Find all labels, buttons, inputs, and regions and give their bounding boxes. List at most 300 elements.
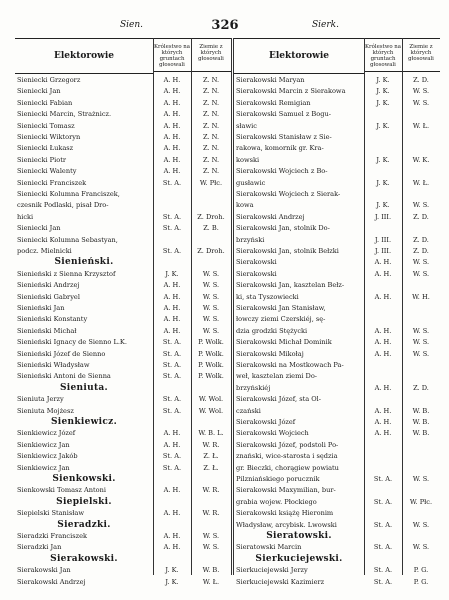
krolestwo-code: A. H.: [163, 292, 181, 301]
elector-name: Sierakowski Stanisław z Sie-: [236, 133, 332, 141]
elector-name: Sierakowski Wojciech z Bo-: [236, 167, 328, 176]
ziemia-code: P. Wolk.: [198, 361, 224, 369]
elector-row: [234, 211, 440, 223]
elector-row: [234, 85, 440, 97]
elector-row: [15, 359, 231, 371]
ziemia-code: Z. D.: [413, 235, 429, 244]
elector-name: Sierkuciejewski Jerzy: [236, 566, 308, 575]
krolestwo-code: A. H.: [163, 133, 181, 141]
page-number: 326: [211, 18, 239, 33]
krolestwo-code: St. A.: [162, 395, 182, 404]
elector-row: [15, 370, 231, 382]
elector-name: podcz. Mielnicki: [17, 247, 72, 255]
krolestwo-code: A. H.: [163, 429, 181, 438]
krolestwo-code: A. H.: [374, 349, 392, 358]
ziemia-code: W. S.: [412, 87, 430, 96]
krolestwo-code: J. III.: [374, 212, 392, 221]
elector-row: [234, 370, 440, 382]
column-header-label: Ziemie z których głosowali: [198, 44, 224, 62]
elector-name: łowczy ziemi Czerskiéj, sę-: [236, 315, 326, 324]
elector-name: Sierakowski: [236, 269, 277, 278]
elector-name: Sierakowski Andrzej: [17, 577, 86, 586]
ziemia-code: Z. D.: [413, 247, 429, 255]
elector-name: Sierakowski Samuel z Bogu-: [236, 110, 331, 119]
elector-row: [234, 507, 440, 519]
krolestwo-code: A. H.: [374, 269, 392, 278]
ziemia-code: P. Wolk.: [198, 338, 224, 347]
elector-row: [15, 405, 231, 417]
ziemia-code: W. B.: [412, 406, 430, 415]
elector-name: Sieniuta Jerzy: [17, 395, 64, 404]
elector-row: [234, 165, 440, 177]
ziemia-code: W. S.: [202, 315, 220, 324]
elector-row: [234, 382, 440, 394]
elector-name: Sieniecki Marcin, Strażnicz.: [17, 110, 112, 119]
krolestwo-code: A. H.: [163, 167, 181, 176]
elector-row: [15, 484, 231, 496]
ziemia-code: W. S.: [202, 543, 220, 552]
elector-name: Sieniecki Jan: [17, 87, 61, 96]
krolestwo-code: St. A.: [373, 520, 393, 529]
elector-row: [234, 473, 440, 485]
krolestwo-code: J. K.: [376, 155, 390, 164]
elector-name: Sieniecki Kolumna Sebastyan,: [17, 235, 118, 244]
elector-name: dzia grodzki Stężycki: [236, 326, 308, 335]
elector-name: Sierakowski książę Hieronim: [236, 509, 334, 518]
elector-row: [234, 576, 440, 588]
ziemia-code: W. S.: [412, 349, 430, 358]
elector-name: Sieniecki Walenty: [17, 167, 77, 176]
elector-name: Sierakowski Maryan: [236, 76, 305, 84]
elector-row: [15, 507, 231, 519]
elector-row: [15, 541, 231, 553]
elector-row: [234, 348, 440, 360]
ziemia-code: W. Wol.: [198, 406, 224, 415]
krolestwo-code: J. K.: [376, 76, 390, 84]
krolestwo-code: A. H.: [163, 509, 181, 518]
running-header: [0, 18, 449, 34]
krolestwo-code: A. H.: [163, 87, 181, 96]
ziemia-code: W. S.: [412, 98, 430, 107]
ziemia-code: Z. N.: [202, 110, 220, 119]
elector-name: Sieniecki Franciszek: [17, 178, 87, 187]
ziemia-code: W. Ł.: [412, 121, 430, 130]
ziemia-code: W. S.: [412, 269, 430, 278]
family-heading-row: [234, 553, 440, 565]
column-header-powiat-right: [364, 38, 402, 72]
family-heading: Siepielski.: [56, 496, 112, 507]
column-header-label: Elektorowie: [53, 51, 115, 61]
elector-name: Sieniecki Jan: [17, 224, 61, 233]
column-header-ziemia-right: [402, 38, 440, 72]
elector-name: Sieniecki Kolumna Franciszek,: [17, 190, 120, 198]
krolestwo-code: St. A.: [373, 497, 393, 506]
elector-name: kowski: [236, 155, 260, 164]
family-heading: Sienkowski.: [52, 474, 116, 484]
elector-name: Sierakowski Michał Dominik: [236, 338, 332, 347]
ziemia-code: Z. D.: [413, 383, 429, 392]
elector-name: Sierakowski Józef: [236, 418, 296, 426]
ziemia-code: W. B. L.: [198, 429, 224, 438]
elector-row: [234, 564, 440, 576]
elector-row: [15, 142, 231, 154]
ziemia-code: Z. N.: [202, 155, 220, 164]
ziemia-code: Z. N.: [202, 167, 220, 176]
krolestwo-code: St. A.: [373, 566, 393, 575]
krolestwo-code: St. A.: [162, 452, 182, 461]
ziemia-code: W. S.: [202, 326, 220, 335]
ziemia-code: Z. N.: [202, 98, 220, 107]
ziemia-code: P. Wolk.: [198, 349, 224, 358]
elector-name: Sieniecki Łukasz: [17, 144, 74, 153]
elector-name: kowa: [236, 201, 254, 210]
elector-row: [15, 348, 231, 360]
elector-row: [15, 450, 231, 462]
elector-row: [234, 120, 440, 132]
elector-row: [234, 336, 440, 348]
elector-row: [234, 359, 440, 371]
elector-row: [15, 530, 231, 542]
register-table: [15, 38, 440, 586]
krolestwo-code: St. A.: [373, 577, 393, 586]
krolestwo-code: J. K.: [376, 98, 390, 107]
ziemia-code: W. S.: [412, 338, 430, 347]
krolestwo-code: A. H.: [163, 543, 181, 552]
elector-name: Sienieński Jan: [17, 304, 65, 312]
family-heading: Sienkiewicz.: [50, 417, 118, 427]
elector-row: [234, 268, 440, 280]
elector-name: Sierakowski Jan, stolnik Do-: [236, 224, 330, 233]
elector-row: [234, 188, 440, 200]
elector-row: [15, 291, 231, 303]
elector-name: Sierakowski Jan: [17, 566, 71, 575]
elector-name: Siepielski Stanisław: [17, 509, 85, 518]
ziemia-code: Z. D.: [413, 76, 429, 84]
elector-row: [15, 97, 231, 109]
krolestwo-code: A. H.: [163, 281, 181, 290]
krolestwo-code: A. H.: [163, 532, 181, 540]
krolestwo-code: A. H.: [163, 144, 181, 153]
krolestwo-code: St. A.: [162, 178, 182, 187]
elector-row: [234, 97, 440, 109]
elector-name: Sieniecki Grzegorz: [17, 76, 81, 84]
elector-row: [234, 234, 440, 246]
ziemia-code: W. S.: [412, 520, 430, 529]
ziemia-code: W. B.: [412, 418, 430, 426]
ziemia-code: W. R.: [202, 440, 220, 449]
elector-name: grabia wojew. Płockiego: [236, 497, 317, 506]
elector-row: [15, 199, 231, 211]
elector-name: Sieniuta Mojżesz: [17, 406, 74, 415]
column-header-label: Elektorowie: [268, 51, 330, 61]
elector-row: [234, 427, 440, 439]
krolestwo-code: St. A.: [373, 543, 393, 552]
krolestwo-code: A. H.: [374, 429, 392, 438]
elector-name: Sieratowski Marcin: [236, 543, 302, 552]
family-heading: Sierkuciejewski.: [255, 553, 343, 564]
elector-row: [15, 74, 231, 86]
krolestwo-code: St. A.: [162, 361, 182, 369]
elector-row: [15, 245, 231, 257]
elector-name: Sienieński Konstanty: [17, 315, 88, 324]
column-header-label: Królestwo na których gruntach głosowali: [154, 44, 190, 68]
elector-row: [234, 108, 440, 120]
krolestwo-code: St. A.: [162, 338, 182, 347]
elector-row: [234, 302, 440, 314]
family-heading: Sienieński.: [54, 257, 114, 268]
family-heading-row: [15, 553, 231, 565]
column-header-ziemia-left: [191, 38, 231, 72]
elector-name: Sieniecki Wiktoryn: [17, 133, 81, 141]
elector-row: [234, 541, 440, 553]
elector-name: weł, kasztelan ziemi Do-: [236, 372, 318, 381]
elector-row: [234, 325, 440, 337]
ziemia-code: W. Ł.: [412, 178, 430, 187]
ziemia-code: W. S.: [202, 532, 220, 540]
ziemia-code: Z. N.: [202, 76, 220, 84]
elector-name: Sienieński Józef de Sienno: [17, 349, 106, 358]
krolestwo-code: A. H.: [374, 258, 392, 267]
elector-row: [15, 165, 231, 177]
elector-row: [15, 177, 231, 189]
elector-row: [234, 142, 440, 154]
family-heading: Sieradzki.: [57, 519, 111, 530]
krolestwo-code: A. H.: [374, 418, 392, 426]
ziemia-code: Z. N.: [202, 133, 220, 141]
elector-name: Sienieński Andrzej: [17, 281, 80, 290]
elector-name: Sienieński Antoni de Sienna: [17, 372, 111, 381]
elector-name: Sierakowski Andrzej: [236, 212, 305, 221]
krolestwo-code: J. K.: [165, 566, 179, 575]
family-heading-row: [15, 519, 231, 531]
column-header-electors-right: [234, 38, 364, 74]
ziemia-code: Z. Ł.: [203, 452, 219, 461]
elector-row: [15, 268, 231, 280]
krolestwo-code: A. H.: [163, 110, 181, 119]
elector-name: gr. Bieczki, chorągiew powiatu: [236, 463, 339, 472]
ziemia-code: W. H.: [412, 292, 430, 301]
elector-row: [234, 245, 440, 257]
krolestwo-code: J. K.: [376, 121, 390, 130]
elector-row: [15, 188, 231, 200]
elector-name: Sierakowski: [236, 258, 277, 267]
krolestwo-code: J. K.: [165, 269, 179, 278]
elector-row: [234, 154, 440, 166]
krolestwo-code: St. A.: [162, 372, 182, 381]
krolestwo-code: A. H.: [163, 486, 181, 495]
ziemia-code: W. Ł.: [202, 577, 220, 586]
elector-name: Sierakowski Jan Stanisław,: [236, 304, 326, 312]
elector-row: [15, 108, 231, 120]
elector-name: Sieradzki Franciszek: [17, 532, 87, 540]
elector-name: Sierakowski Marcin z Sierakowa: [236, 87, 346, 96]
elector-name: Sierakowski Wojciech: [236, 429, 309, 438]
ziemia-code: W. S.: [412, 258, 430, 267]
elector-row: [234, 74, 440, 86]
elector-row: [15, 393, 231, 405]
elector-row: [234, 291, 440, 303]
elector-row: [234, 462, 440, 474]
ziemia-code: W. K.: [412, 155, 430, 164]
elector-name: Sienkiewicz Jan: [17, 463, 70, 472]
elector-name: gusławic: [236, 178, 266, 187]
elector-name: sławic: [236, 121, 257, 130]
ziemia-code: W. S.: [202, 304, 220, 312]
krolestwo-code: St. A.: [373, 475, 393, 483]
krolestwo-code: A. H.: [163, 440, 181, 449]
elector-row: [15, 336, 231, 348]
ziemia-code: P. Wolk.: [198, 372, 224, 381]
elector-name: Sienieński Michał: [17, 326, 77, 335]
ziemia-code: W. R.: [202, 486, 220, 495]
ziemia-code: Z. N.: [202, 87, 220, 96]
ziemia-code: Z. N.: [202, 144, 220, 153]
elector-row: [15, 462, 231, 474]
elector-row: [234, 131, 440, 143]
krolestwo-code: A. H.: [163, 304, 181, 312]
elector-name: Sierakowski Józef, podstoli Po-: [236, 440, 339, 449]
krolestwo-code: A. H.: [374, 338, 392, 347]
krolestwo-code: A. H.: [374, 383, 392, 392]
ziemia-code: W. S.: [202, 292, 220, 301]
elector-name: Sierakowski Jan, stolnik Bełzki: [236, 247, 339, 255]
family-heading: Sierakowski.: [50, 553, 118, 564]
ziemia-code: W. S.: [412, 543, 430, 552]
ziemia-code: P. G.: [413, 566, 429, 575]
elector-name: Sieniecki Piotr: [17, 155, 66, 164]
ziemia-code: W. S.: [412, 201, 430, 210]
elector-name: brzyński: [236, 235, 265, 244]
elector-row: [234, 256, 440, 268]
elector-name: Sienieński Ignacy de Sienno L.K.: [17, 338, 127, 347]
elector-name: Sierakowski Józef, sta Ol-: [236, 395, 321, 404]
krolestwo-code: St. A.: [162, 224, 182, 233]
elector-row: [234, 222, 440, 234]
elector-row: [15, 564, 231, 576]
elector-row: [15, 154, 231, 166]
krolestwo-code: J. K.: [376, 178, 390, 187]
elector-name: Sierakowski na Mostkowach Pa-: [236, 361, 344, 369]
elector-name: Sierakowski Jan, kasztelan Bełz-: [236, 281, 345, 290]
family-heading-row: [15, 256, 231, 268]
elector-name: czański: [236, 406, 261, 415]
ziemia-code: W. B.: [412, 429, 430, 438]
elector-row: [15, 313, 231, 325]
header-right-word: Sierk.: [312, 20, 339, 30]
krolestwo-code: A. H.: [163, 326, 181, 335]
ziemia-code: W. Wol.: [198, 395, 224, 404]
elector-row: [15, 427, 231, 439]
elector-row: [15, 234, 231, 246]
ziemia-code: W. Płc.: [409, 497, 433, 506]
ziemia-code: W. S.: [412, 326, 430, 335]
family-heading-row: [15, 416, 231, 428]
elector-row: [234, 416, 440, 428]
elector-row: [234, 393, 440, 405]
elector-name: czesnik Podlaski, pisał Dro-: [17, 201, 109, 210]
elector-row: [234, 279, 440, 291]
elector-row: [15, 576, 231, 588]
krolestwo-code: A. H.: [374, 406, 392, 415]
elector-row: [15, 120, 231, 132]
ziemia-code: Z. B.: [203, 224, 219, 233]
elector-row: [234, 450, 440, 462]
krolestwo-code: A. H.: [374, 292, 392, 301]
elector-row: [234, 439, 440, 451]
ziemia-code: W. S.: [202, 269, 220, 278]
ziemia-code: Z. D.: [413, 212, 429, 221]
krolestwo-code: A. H.: [163, 76, 181, 84]
family-heading-row: [15, 382, 231, 394]
elector-name: znański, wice-starosta i sędzia: [236, 452, 338, 461]
column-header-label: Ziemie z których głosowali: [408, 44, 434, 62]
column-header-powiat-left: [153, 38, 191, 72]
elector-row: [15, 85, 231, 97]
ziemia-code: Z. Droh.: [197, 212, 225, 221]
ziemia-code: W. Płc.: [199, 178, 223, 187]
elector-name: ki, sta Tyszowiecki: [236, 292, 299, 301]
family-heading: Sieniuta.: [60, 382, 108, 393]
krolestwo-code: A. H.: [163, 121, 181, 130]
elector-name: Sienieński z Sienna Krzysztof: [17, 269, 116, 278]
elector-name: brzyńskiéj: [236, 383, 271, 392]
ziemia-code: Z. Ł.: [203, 463, 219, 472]
krolestwo-code: A. H.: [163, 98, 181, 107]
elector-row: [15, 222, 231, 234]
elector-name: Sierakowski Wojciech z Sierak-: [236, 190, 341, 198]
elector-name: Sienieński Gabryel: [17, 292, 80, 301]
ziemia-code: Z. Droh.: [197, 247, 225, 255]
column-header-label: Królestwo na których gruntach głosowali: [365, 44, 401, 68]
column-header-electors-left: [15, 38, 153, 74]
elector-row: [234, 496, 440, 508]
krolestwo-code: J. K.: [376, 201, 390, 210]
krolestwo-code: A. H.: [163, 155, 181, 164]
elector-row: [234, 199, 440, 211]
ziemia-code: W. S.: [412, 475, 430, 483]
krolestwo-code: St. A.: [162, 463, 182, 472]
krolestwo-code: J. III.: [374, 235, 392, 244]
elector-name: Sienkowski Tomasz Antoni: [17, 486, 106, 495]
elector-row: [15, 439, 231, 451]
elector-row: [15, 131, 231, 143]
elector-row: [234, 177, 440, 189]
elector-name: Sierkuciejewski Kazimierz: [236, 577, 325, 586]
elector-name: Sienkiewicz Jakób: [17, 452, 78, 461]
elector-name: Sienieński Władysław: [17, 361, 90, 369]
elector-name: Władysław, arcybisk. Lwowski: [236, 520, 337, 529]
krolestwo-code: J. III.: [374, 247, 392, 255]
family-heading-row: [234, 530, 440, 542]
elector-row: [234, 484, 440, 496]
elector-row: [234, 313, 440, 325]
elector-name: Sieniecki Fabian: [17, 98, 73, 107]
header-left-word: Sien.: [120, 20, 144, 30]
elector-row: [15, 211, 231, 223]
ziemia-code: P. G.: [413, 577, 429, 586]
family-heading-row: [15, 496, 231, 508]
krolestwo-code: J. K.: [376, 87, 390, 96]
krolestwo-code: St. A.: [162, 406, 182, 415]
elector-row: [15, 279, 231, 291]
elector-name: Sieniecki Tomasz: [17, 121, 75, 130]
krolestwo-code: A. H.: [374, 326, 392, 335]
ziemia-code: W. R.: [202, 509, 220, 518]
elector-name: Sienkiewicz Józef: [17, 429, 76, 438]
ziemia-code: W. S.: [202, 281, 220, 290]
elector-row: [15, 325, 231, 337]
elector-name: Sierakowski Mikołaj: [236, 349, 304, 358]
